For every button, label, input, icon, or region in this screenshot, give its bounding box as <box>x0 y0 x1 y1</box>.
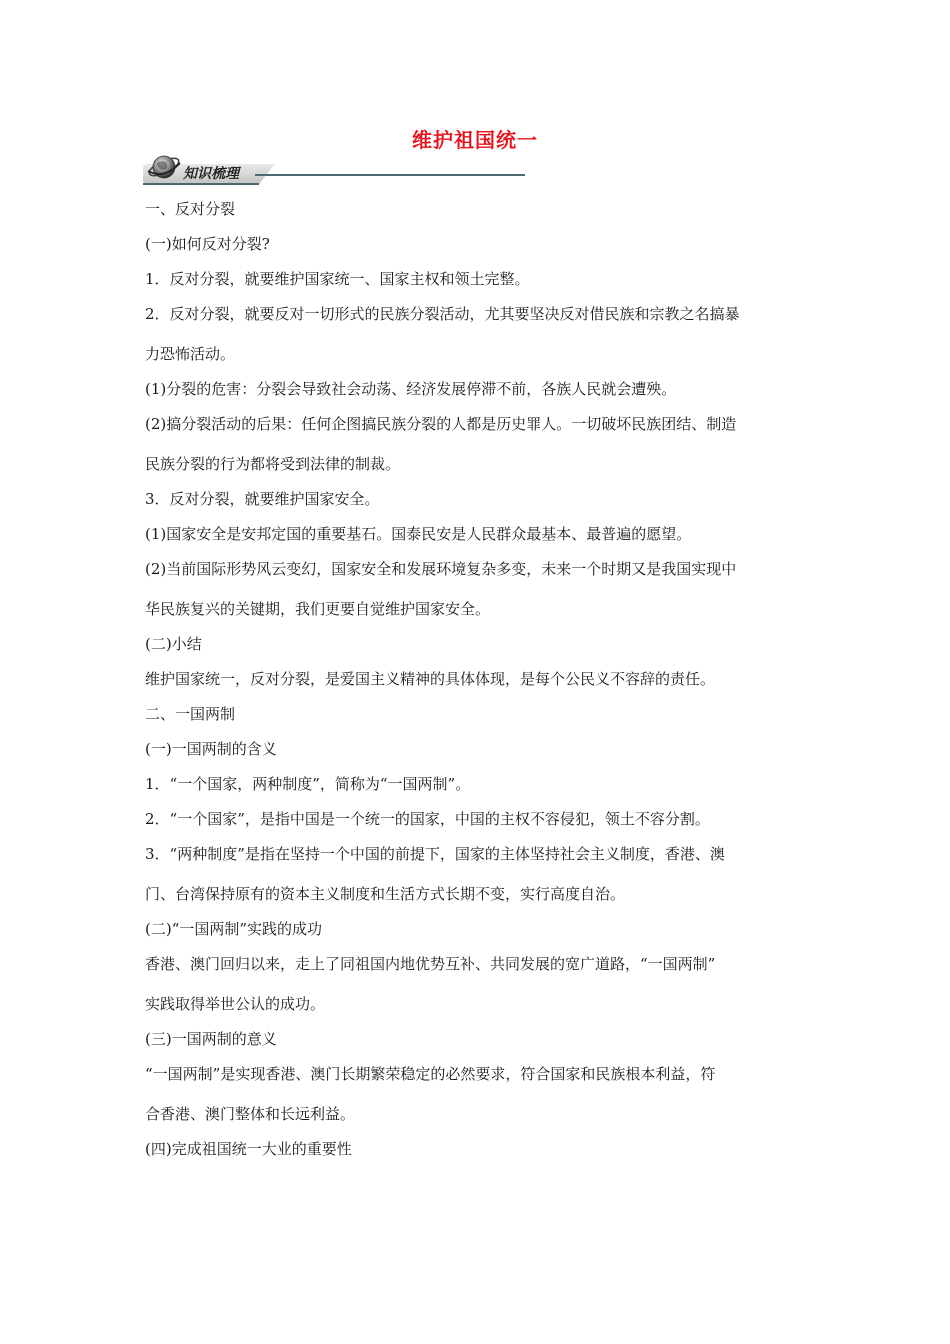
heading-2: 二、一国两制 <box>145 705 236 723</box>
paragraph-continuation: 民族分裂的行为都将受到法律的制裁。 <box>145 455 401 473</box>
paragraph-continuation: 门、台湾保持原有的资本主义制度和生活方式长期不变，实行高度自治。 <box>145 885 626 903</box>
paragraph: 1．反对分裂，就要维护国家统一、国家主权和领土完整。 <box>145 270 530 288</box>
heading-1: 一、反对分裂 <box>145 200 236 218</box>
section-banner <box>143 150 525 186</box>
page-title: 维护祖国统一 <box>412 128 538 152</box>
paragraph: (1)国家安全是安邦定国的重要基石。国泰民安是人民群众最基本、最普遍的愿望。 <box>145 525 692 543</box>
globe-icon <box>147 150 181 184</box>
paragraph: 2．“一个国家”，是指中国是一个统一的国家，中国的主权不容侵犯，领土不容分割。 <box>145 810 710 828</box>
paragraph: (2)搞分裂活动的后果：任何企图搞民族分裂的人都是历史罪人。一切破坏民族团结、制造 <box>145 415 737 433</box>
paragraph-continuation: 力恐怖活动。 <box>145 345 236 363</box>
paragraph: (1)分裂的危害：分裂会导致社会动荡、经济发展停滞不前，各族人民就会遭殃。 <box>145 380 677 398</box>
subheading: (二)小结 <box>145 635 202 653</box>
paragraph: (2)当前国际形势风云变幻，国家安全和发展环境复杂多变，未来一个时期又是我国实现中 <box>145 560 737 578</box>
paragraph-continuation: 合香港、澳门整体和长远利益。 <box>145 1105 356 1123</box>
paragraph: 香港、澳门回归以来，走上了同祖国内地优势互补、共同发展的宽广道路，“一国两制” <box>145 955 716 973</box>
subheading: (一)如何反对分裂? <box>145 235 270 253</box>
paragraph: 2．反对分裂，就要反对一切形式的民族分裂活动，尤其要坚决反对借民族和宗教之名搞暴 <box>145 305 740 323</box>
paragraph: 维护国家统一，反对分裂，是爱国主义精神的具体体现，是每个公民义不容辞的责任。 <box>145 670 716 688</box>
paragraph: “一国两制”是实现香港、澳门长期繁荣稳定的必然要求，符合国家和民族根本利益，符 <box>145 1065 716 1083</box>
subheading: (一)一国两制的含义 <box>145 740 277 758</box>
banner-label: 知识梳理 <box>183 166 239 182</box>
paragraph: 1．“一个国家，两种制度”，简称为“一国两制”。 <box>145 775 471 793</box>
subheading: (二)“一国两制”实践的成功 <box>145 920 323 938</box>
paragraph: 3．“两种制度”是指在坚持一个中国的前提下，国家的主体坚持社会主义制度，香港、澳 <box>145 845 725 863</box>
paragraph: 3．反对分裂，就要维护国家安全。 <box>145 490 380 508</box>
document-body <box>145 198 810 1160</box>
subheading: (三)一国两制的意义 <box>145 1030 277 1048</box>
subheading: (四)完成祖国统一大业的重要性 <box>145 1140 352 1158</box>
paragraph-continuation: 华民族复兴的关键期，我们更要自觉维护国家安全。 <box>145 600 491 618</box>
banner-divider <box>255 174 525 176</box>
paragraph-continuation: 实践取得举世公认的成功。 <box>145 995 326 1013</box>
